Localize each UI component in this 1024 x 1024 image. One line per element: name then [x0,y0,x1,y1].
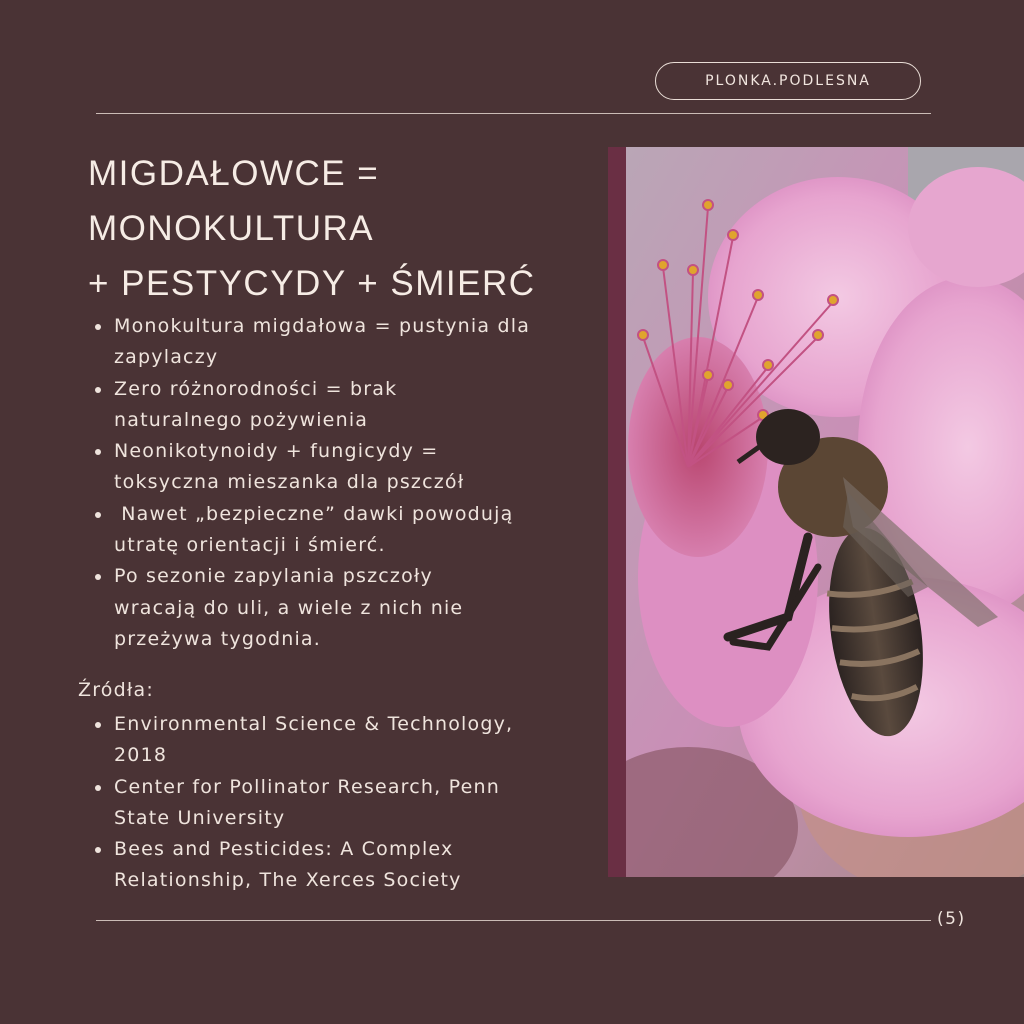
item-text: Po sezonie zapylania pszczoły [114,565,433,588]
list-item [95,499,595,562]
item-text: Monokultura migdałowa = pustynia dla [114,315,531,337]
title-line: + PESTYCYDY + ŚMIERĆ [88,264,536,303]
list-item [95,772,595,835]
dark-left-edge [608,147,626,877]
title-line: MIGDAŁOWCE = [88,154,380,193]
item-text: zapylaczy [114,346,219,369]
item-text: 2018 [114,744,168,767]
item-text: przeżywa tygodnia. [114,627,322,650]
item-text: Center for Pollinator Research, Penn [114,775,500,798]
facts-list [95,311,595,655]
item-text: State University [114,806,286,829]
item-text: Relationship, The Xerces Society [114,869,462,892]
item-text: Bees and Pesticides: A Complex [114,838,454,861]
item-text: wracają do uli, a wiele z nich nie [114,596,464,619]
item-text: toksyczna mieszanka dla pszczół [114,471,465,494]
list-item [95,311,595,374]
sources-list [95,709,595,897]
bee-on-almond-blossom-photo [608,147,1024,877]
item-text: Environmental Science & Technology, [114,713,514,735]
item-text: naturalnego pożywienia [114,408,369,431]
top-divider [96,113,931,114]
slide-title [88,146,588,311]
page-number: (5) [937,909,966,929]
item-text: utratę orientacji i śmierć. [114,534,386,557]
title-line: MONOKULTURA [88,209,375,248]
list-item [95,834,595,897]
bee-head [756,409,820,465]
sources-heading: Źródła: [78,679,154,701]
list-item [95,374,595,437]
item-text: Nawet „bezpieczne” dawki powodują [114,502,514,525]
item-text: Neonikotynoidy + fungicydy = [114,440,439,463]
bottom-divider [96,920,931,921]
account-handle-badge: PLONKA.PODLESNA [655,62,921,100]
list-item [95,436,595,499]
list-item [95,709,595,772]
item-text: Zero różnorodności = brak [114,377,398,400]
list-item [95,561,595,655]
